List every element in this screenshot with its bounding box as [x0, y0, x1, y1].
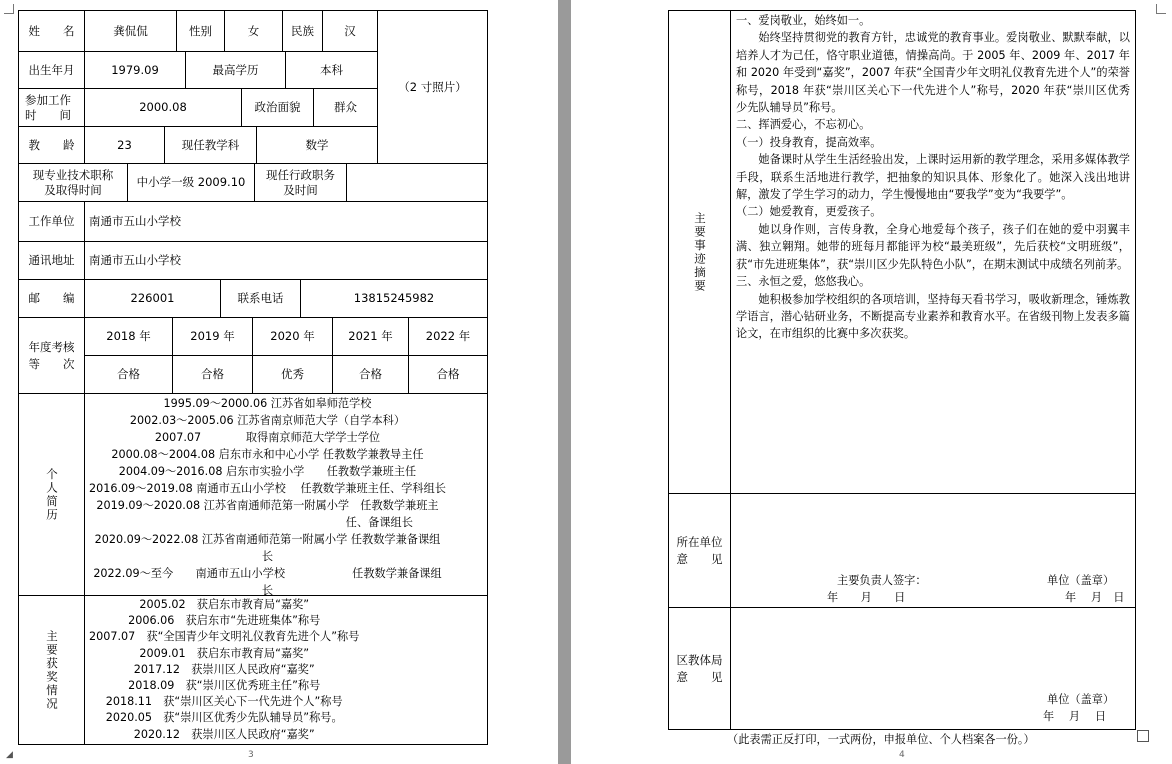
- assessment-year: 2018 年: [85, 318, 173, 356]
- deeds-content[interactable]: [731, 11, 1135, 494]
- checkbox-icon[interactable]: [1137, 730, 1149, 742]
- award-line: 2018.11 获“崇川区关心下一代先进个人”称号: [105, 695, 343, 709]
- awards-label-cell: [19, 596, 85, 744]
- unit-opinion-label-line1: 所在单位: [676, 534, 723, 549]
- title-value[interactable]: 中小学一级 2009.10: [128, 164, 255, 202]
- admin-label: [255, 164, 347, 202]
- page-number: 4: [899, 750, 905, 760]
- deeds-paragraph: （一）投身教育，提高效率。: [736, 135, 882, 149]
- resume-lines: [89, 395, 446, 596]
- district-seal-date: 年 月 日: [1043, 710, 1107, 723]
- admin-value[interactable]: [347, 164, 487, 202]
- edu-value[interactable]: 本科: [286, 52, 378, 89]
- deeds-paragraph: 她积极参加学校组织的各项培训，坚持每天看书学习，吸收新理念，锤炼教学语言，潜心钻研业务，不断提高专业素养和教育水平。在省级刊物上发表多篇论文，在市组织的比赛中多次获奖。: [736, 292, 1130, 341]
- assessment-year: 2021 年: [333, 318, 409, 356]
- award-line: 2020.12 获崇川区人民政府“嘉奖”: [133, 727, 315, 741]
- assessment-year: 2019 年: [173, 318, 253, 356]
- awards-label: 主要获奖情况: [45, 629, 59, 711]
- gender-value[interactable]: 女: [225, 11, 283, 52]
- subject-value[interactable]: 数学: [257, 127, 378, 164]
- signature-date: 年 月 日: [827, 591, 906, 604]
- ethnicity-label: 民族: [283, 11, 323, 52]
- photo-placeholder: （2 寸照片）: [378, 11, 487, 164]
- deeds-paragraph: 她备课时从学生生活经验出发，上课时运用新的教学理念，采用多媒体教学手段，联系生活地进行教学，把抽象的知识具体、形象化了。她深入浅出地讲解，激发了学生学习的动力，学生慢慢地由“要我学”变为“我要学”。: [736, 153, 1130, 202]
- assessment-result[interactable]: 合格: [173, 356, 253, 394]
- address-label: 通讯地址: [19, 242, 85, 280]
- unit-seal-label: 单位（盖章）: [1047, 574, 1115, 587]
- page-number: 3: [248, 750, 254, 760]
- deeds-paragraph: 二、挥洒爱心，不忘初心。: [736, 118, 871, 132]
- district-opinion-content[interactable]: [731, 608, 1135, 729]
- assessment-year: 2022 年: [409, 318, 487, 356]
- signature-label: 主要负责人签字：: [837, 574, 927, 587]
- resume-line: 长: [261, 584, 274, 596]
- name-value[interactable]: 龚侃侃: [85, 11, 177, 52]
- deeds-label-cell: [669, 11, 731, 494]
- teach-age-label: 教 龄: [19, 127, 85, 164]
- district-opinion-label-line1: 区教体局: [676, 652, 723, 667]
- seal-date: 年 月 日: [1065, 591, 1125, 604]
- unit-label: 工作单位: [19, 202, 85, 242]
- deeds-paragraph: 始终坚持贯彻党的教育方针，忠诚党的教育事业。爱岗敬业、默默奉献，以培养人才为己任，恪守职业道德，情操高尚。于 2005 年、2009 年、2017 年和 2020 年受到“嘉奖”，2007 年获“全国青少年文明礼仪教育先进个人”的荣誉称号，2018 年获“崇川区关心下一代先进个人”称号，2020 年获“崇川区优秀少先队辅导员”称号。: [736, 31, 1130, 115]
- district-seal-label: 单位（盖章）: [1047, 693, 1115, 706]
- phone-label: 联系电话: [221, 280, 301, 318]
- resume-line: 长: [261, 550, 274, 563]
- award-line: 2020.05 获“崇川区优秀少先队辅导员”称号。: [105, 711, 343, 725]
- admin-label-line2: 及时间: [283, 182, 318, 197]
- assessment-label-line2: 等 次: [28, 356, 75, 371]
- assessment-label: [19, 318, 85, 394]
- form-page-front: [0, 0, 558, 764]
- crop-mark: [4, 4, 14, 14]
- awards-lines: [89, 597, 359, 743]
- birth-label: 出生年月: [19, 52, 85, 89]
- resume-line: 2019.09～2020.08 江苏省南通师范第一附属小学 任教数学兼班主: [96, 499, 439, 512]
- award-line: 2018.09 获“崇川区优秀班主任”称号: [128, 679, 321, 693]
- gender-label: 性别: [177, 11, 225, 52]
- resume-line: 2022.09～至今 南通市五山小学校 任教数学兼备课组: [93, 567, 442, 580]
- resume-line: 2016.09～2019.08 南通市五山小学校 任教数学兼班主任、学科组长: [89, 482, 446, 495]
- assessment-label-line1: 年度考核: [28, 339, 75, 354]
- title-label: [19, 164, 128, 202]
- resume-label-cell: [19, 394, 85, 596]
- assessment-result[interactable]: 优秀: [253, 356, 333, 394]
- work-start-label-line2: 时 间: [25, 107, 71, 122]
- assessment-result[interactable]: 合格: [409, 356, 487, 394]
- resume-line: 1995.09～2000.06 江苏省如皋师范学校: [163, 397, 372, 410]
- unit-opinion-content[interactable]: [731, 494, 1135, 608]
- work-start-label: [19, 89, 85, 127]
- zip-value[interactable]: 226001: [85, 280, 221, 318]
- work-start-label-line1: 参加工作: [25, 92, 71, 107]
- footer-note: （此表需正反打印，一式两份，申报单位、个人档案各一份。）: [727, 733, 1035, 746]
- award-line: 2006.06 获启东市“先进班集体”称号: [128, 614, 321, 628]
- admin-label-line1: 现任行政职务: [266, 167, 335, 182]
- award-line: 2007.07 获“全国青少年文明礼仪教育先进个人”称号: [89, 630, 360, 644]
- edu-label: 最高学历: [186, 52, 286, 89]
- form-page-back: [571, 0, 1172, 764]
- zip-label: 邮 编: [19, 280, 85, 318]
- assessment-year: 2020 年: [253, 318, 333, 356]
- name-label: 姓 名: [19, 11, 85, 52]
- assessment-result[interactable]: 合格: [333, 356, 409, 394]
- deeds-paragraph: 一、爱岗敬业，始终如一。: [736, 14, 871, 27]
- unit-opinion-label: [669, 494, 731, 608]
- resume-line: 2004.09～2016.08 启东市实验小学 任教数学兼班主任: [118, 465, 417, 478]
- award-line: 2017.12 获崇川区人民政府“嘉奖”: [133, 662, 315, 676]
- address-value[interactable]: 南通市五山小学校: [85, 242, 487, 280]
- crop-mark: [1156, 4, 1166, 14]
- phone-value[interactable]: 13815245982: [301, 280, 487, 318]
- deeds-opinion-table: [668, 10, 1136, 730]
- resume-line: 2002.03～2005.06 江苏省南京师范大学（自学本科）: [129, 414, 406, 427]
- resume-line: 2007.07 取得南京师范大学学士学位: [154, 431, 381, 444]
- title-label-line2: 及取得时间: [44, 182, 102, 197]
- politics-value[interactable]: 群众: [314, 89, 378, 127]
- awards-content[interactable]: [85, 596, 487, 744]
- scroll-marker-icon: ◢: [6, 750, 13, 760]
- resume-line: 2000.08～2004.08 启东市永和中心小学 任教数学兼教导主任: [111, 448, 424, 461]
- title-label-line1: 现专业技术职称: [32, 167, 114, 182]
- teach-age-value[interactable]: 23: [85, 127, 165, 164]
- unit-opinion-label-line2: 意 见: [676, 551, 723, 566]
- district-opinion-label-line2: 意 见: [676, 669, 723, 684]
- resume-label: 个人简历: [45, 467, 59, 522]
- deeds-paragraph: （二）她爱教育，更爱孩子。: [736, 205, 882, 219]
- work-start-value[interactable]: 2000.08: [85, 89, 242, 127]
- personal-info-table: [18, 10, 488, 745]
- birth-value[interactable]: 1979.09: [85, 52, 186, 89]
- unit-value[interactable]: 南通市五山小学校: [85, 202, 487, 242]
- subject-label: 现任教学科: [165, 127, 257, 164]
- deeds-label: 主要事迹摘要: [693, 211, 707, 293]
- district-opinion-label: [669, 608, 731, 729]
- ethnicity-value[interactable]: 汉: [323, 11, 378, 52]
- award-line: 2009.01 获启东市教育局“嘉奖”: [139, 646, 310, 660]
- deeds-paragraphs: [736, 12, 1130, 343]
- award-line: 2005.02 获启东市教育局“嘉奖”: [139, 598, 310, 611]
- assessment-result[interactable]: 合格: [85, 356, 173, 394]
- deeds-paragraph: 三、永恒之爱，悠悠我心。: [736, 275, 871, 289]
- resume-content[interactable]: [85, 394, 487, 596]
- politics-label: 政治面貌: [242, 89, 314, 127]
- resume-line: 2020.09～2022.08 江苏省南通师范第一附属小学 任教数学兼备课组: [94, 533, 441, 546]
- resume-line: 任、备课组长: [122, 516, 413, 529]
- deeds-paragraph: 她以身作则，言传身教，全身心地爱每个孩子，孩子们在她的爱中羽翼丰满、独立翱翔。她带的班每月都能评为校“最美班级”，先后获校“文明班级”，获“市先进班集体”，获“崇川区少先队特色小队”，在期末测试中成绩名列前茅。: [736, 222, 1130, 271]
